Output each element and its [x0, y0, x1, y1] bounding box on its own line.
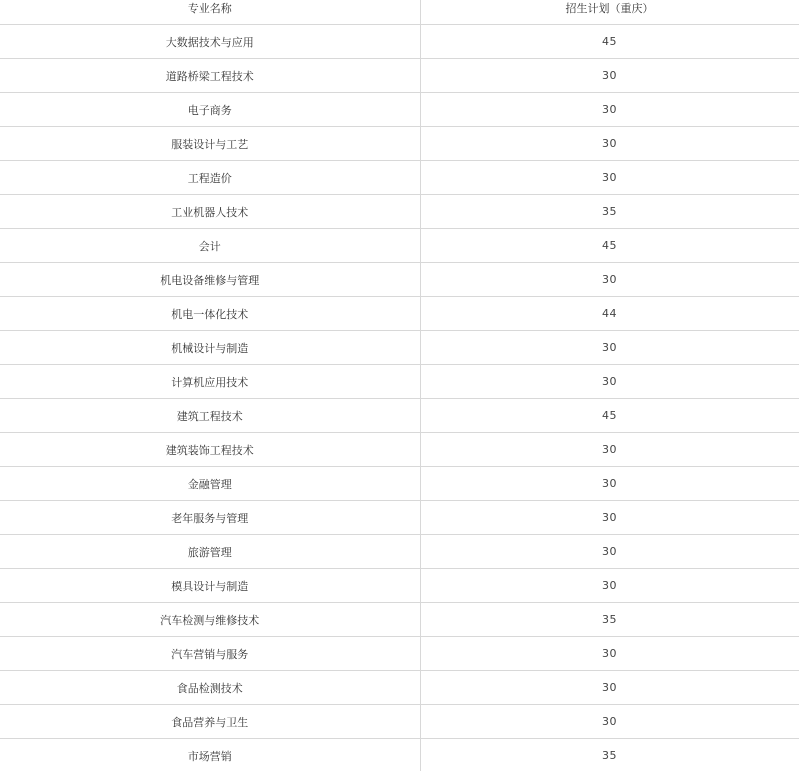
- major-name-cell: 机电一体化技术: [0, 297, 420, 331]
- enrollment-plan-cell: 30: [420, 365, 799, 399]
- table-row: [0, 569, 799, 603]
- enrollment-plan-cell: 30: [420, 501, 799, 535]
- major-name-cell: 旅游管理: [0, 535, 420, 569]
- table-row: [0, 467, 799, 501]
- major-name-cell: 电子商务: [0, 93, 420, 127]
- major-name-cell: 模具设计与制造: [0, 569, 420, 603]
- enrollment-plan-cell: 30: [420, 433, 799, 467]
- table-row: [0, 433, 799, 467]
- table-row: [0, 127, 799, 161]
- table-row: [0, 637, 799, 671]
- major-name-cell: 建筑装饰工程技术: [0, 433, 420, 467]
- table-row: [0, 331, 799, 365]
- major-name-cell: 市场营销: [0, 739, 420, 771]
- enrollment-plan-cell: 44: [420, 297, 799, 331]
- table-row: [0, 195, 799, 229]
- enrollment-plan-cell: 30: [420, 59, 799, 93]
- enrollment-plan-cell: 30: [420, 569, 799, 603]
- table-row: [0, 739, 799, 771]
- header-major-name: 专业名称: [0, 0, 420, 25]
- major-name-cell: 机械设计与制造: [0, 331, 420, 365]
- enrollment-plan-cell: 30: [420, 535, 799, 569]
- major-name-cell: 大数据技术与应用: [0, 25, 420, 59]
- enrollment-plan-cell: 30: [420, 127, 799, 161]
- major-name-cell: 道路桥梁工程技术: [0, 59, 420, 93]
- major-name-cell: 汽车检测与维修技术: [0, 603, 420, 637]
- major-name-cell: 汽车营销与服务: [0, 637, 420, 671]
- major-name-cell: 食品营养与卫生: [0, 705, 420, 739]
- major-name-cell: 食品检测技术: [0, 671, 420, 705]
- major-name-cell: 工业机器人技术: [0, 195, 420, 229]
- table-row: [0, 671, 799, 705]
- header-enrollment-plan: 招生计划（重庆）: [420, 0, 799, 25]
- enrollment-plan-cell: 30: [420, 161, 799, 195]
- table-row: [0, 263, 799, 297]
- enrollment-plan-cell: 35: [420, 739, 799, 771]
- enrollment-plan-cell: 30: [420, 671, 799, 705]
- enrollment-plan-cell: 35: [420, 195, 799, 229]
- major-name-cell: 金融管理: [0, 467, 420, 501]
- enrollment-plan-cell: 30: [420, 637, 799, 671]
- major-name-cell: 服装设计与工艺: [0, 127, 420, 161]
- enrollment-plan-cell: 45: [420, 229, 799, 263]
- major-name-cell: 机电设备维修与管理: [0, 263, 420, 297]
- enrollment-plan-cell: 30: [420, 705, 799, 739]
- table-row: [0, 297, 799, 331]
- table-row: [0, 59, 799, 93]
- table-row: [0, 161, 799, 195]
- enrollment-plan-cell: 45: [420, 399, 799, 433]
- table-row: [0, 535, 799, 569]
- table-row: [0, 603, 799, 637]
- table-body: [0, 25, 799, 771]
- table-row: [0, 705, 799, 739]
- enrollment-plan-cell: 30: [420, 331, 799, 365]
- major-name-cell: 工程造价: [0, 161, 420, 195]
- major-name-cell: 会计: [0, 229, 420, 263]
- enrollment-plan-cell: 30: [420, 93, 799, 127]
- table-row: [0, 25, 799, 59]
- enrollment-plan-cell: 35: [420, 603, 799, 637]
- enrollment-plan-cell: 30: [420, 467, 799, 501]
- enrollment-plan-cell: 30: [420, 263, 799, 297]
- major-name-cell: 老年服务与管理: [0, 501, 420, 535]
- table-row: [0, 93, 799, 127]
- table-row: [0, 399, 799, 433]
- table-row: [0, 501, 799, 535]
- table-row: [0, 229, 799, 263]
- major-name-cell: 建筑工程技术: [0, 399, 420, 433]
- table-header-row: [0, 0, 799, 25]
- major-name-cell: 计算机应用技术: [0, 365, 420, 399]
- table-row: [0, 365, 799, 399]
- enrollment-plan-cell: 45: [420, 25, 799, 59]
